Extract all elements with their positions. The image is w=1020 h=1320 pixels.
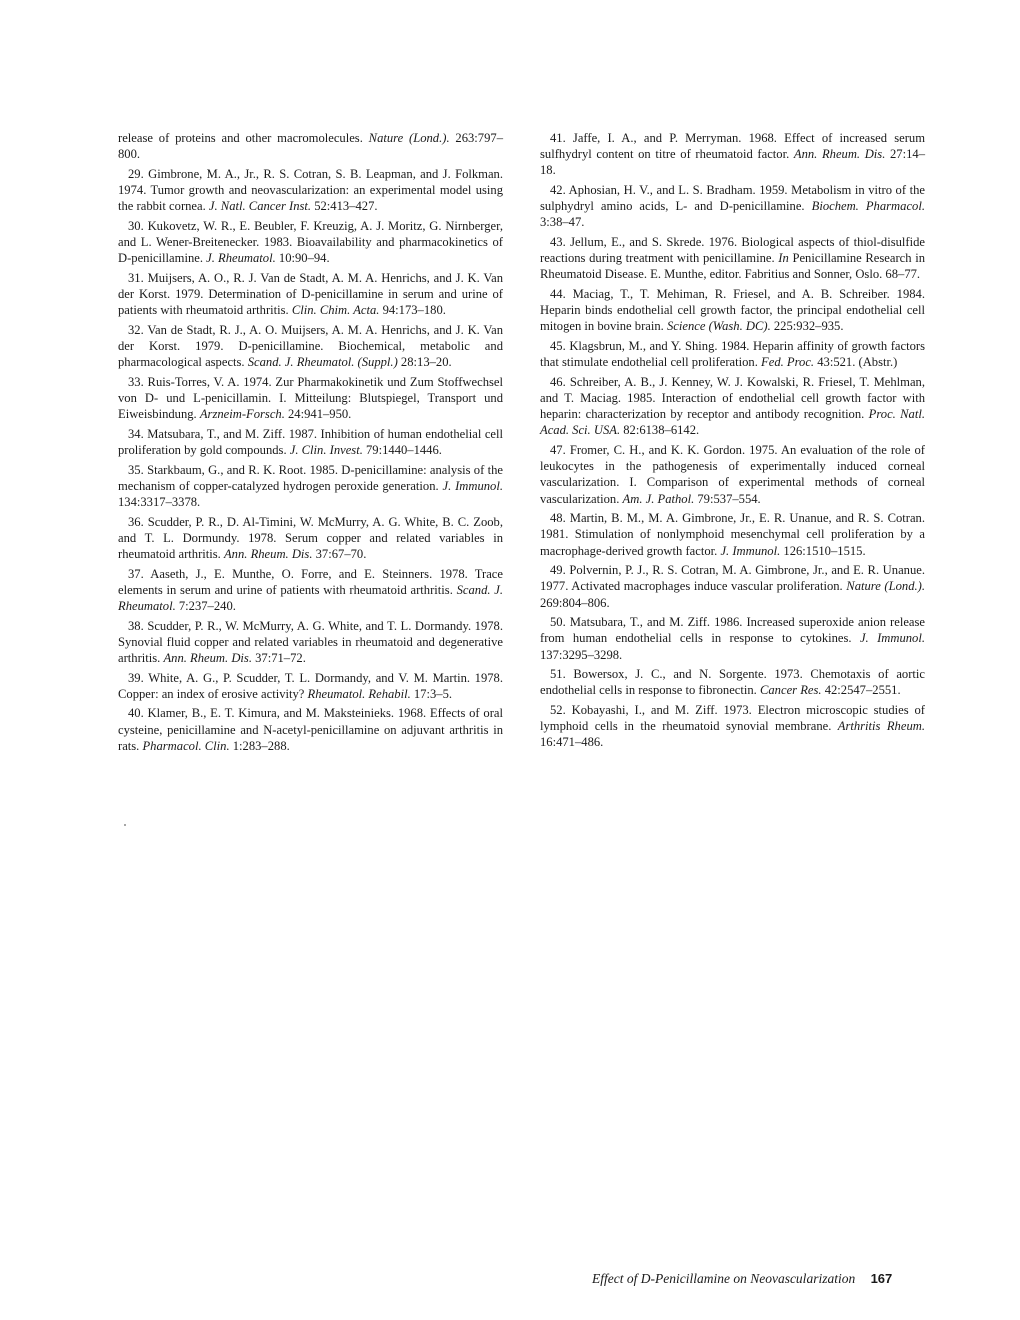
reference-citation: 269:804–806. (540, 595, 610, 610)
reference-entry (540, 702, 925, 751)
reference-entry (540, 510, 925, 559)
reference-text: Aaseth, J., E. Munthe, O. Forre, and E. Steinners. 1978. Trace elements in serum and urine of patients with rheumatoid arthritis. (118, 566, 503, 597)
reference-entry (540, 614, 925, 663)
reference-number: 29. (128, 166, 144, 181)
reference-citation: 43:521. (Abstr.) (814, 355, 898, 370)
reference-text: Kobayashi, I., and M. Ziff. 1973. Electron microscopic studies of lymphoid cells in the rheumatoid synovial membrane. (540, 703, 925, 734)
reference-entry (118, 130, 503, 162)
reference-number: 40. (128, 706, 144, 721)
reference-number: 41. (550, 131, 566, 145)
reference-citation: 10:90–94. (275, 251, 330, 266)
reference-journal: Fed. Proc. (761, 355, 815, 370)
reference-journal: Rheumatol. Rehabil. (307, 686, 411, 701)
reference-journal: J. Immunol. (720, 543, 781, 558)
reference-number: 51. (550, 667, 566, 682)
reference-entry (540, 666, 925, 698)
reference-citation: 225:932–935. (770, 319, 844, 334)
references-column-right (540, 130, 925, 754)
reference-journal: Scand. J. Rheumatol. (118, 582, 504, 613)
reference-journal: Arthritis Rheum. (837, 719, 925, 734)
reference-citation: 28:13–20. (397, 355, 452, 370)
reference-entry (118, 566, 503, 615)
reference-citation: 24:941–950. (284, 407, 352, 422)
reference-entry (540, 182, 925, 231)
reference-number: 44. (550, 287, 566, 301)
reference-entry (540, 374, 925, 439)
reference-journal: J. Rheumatol. (206, 251, 276, 266)
reference-entry (118, 514, 503, 563)
reference-journal: Scand. J. Rheumatol. (Suppl.) (247, 355, 398, 370)
reference-citation: 37:71–72. (251, 651, 306, 665)
reference-text: Scudder, P. R., D. Al-Timini, W. McMurry, A. G. White, B. C. Zoob, and T. L. Dormundy. 1978. Serum copper and related variables in rheumatoid arthritis. (118, 514, 503, 561)
reference-number: 38. (128, 618, 144, 633)
reference-entry (118, 705, 503, 754)
reference-number: 39. (128, 670, 144, 685)
reference-entry (118, 218, 503, 267)
reference-citation: 82:6138–6142. (620, 423, 700, 438)
reference-journal: J. Natl. Cancer Inst. (208, 199, 312, 214)
reference-citation: 7:237–240. (175, 599, 236, 613)
running-title: Effect of D-Penicillamine on Neovascularization (592, 1271, 856, 1286)
reference-citation: 27:14–18. (540, 147, 925, 178)
reference-text: Jaffe, I. A., and P. Merryman. 1968. Effect of increased serum sulfhydryl content on titre of rheumatoid factor. (540, 131, 925, 162)
reference-number: 47. (550, 443, 566, 457)
reference-text: Fromer, C. H., and K. K. Gordon. 1975. An evaluation of the role of leukocytes in the pathogenesis of experimentally induced corneal vascularization. I. Comparison of experimental methods of corneal vascularization. (540, 443, 925, 506)
reference-entry (118, 166, 503, 215)
reference-citation: 42:2547–2551. (821, 683, 901, 698)
reference-text: Gimbrone, M. A., Jr., R. S. Cotran, S. B. Leapman, and J. Folkman. 1974. Tumor growth and neovascularization: an experimental model using the rabbit cornea. (118, 166, 503, 214)
reference-citation: Penicillamine Research in Rheumatoid Disease. E. Munthe, editor. Fabritius and Sonner, Oslo. 68–77. (540, 251, 925, 282)
reference-text: Jellum, E., and S. Skrede. 1976. Biological aspects of thiol-disulfide reactions during treatment with penicillamine. (540, 235, 925, 266)
reference-text: Martin, B. M., M. A. Gimbrone, Jr., E. R. Unanue, and R. S. Cotran. 1981. Stimulation of nonlymphoid mesenchymal cell proliferation by a macrophage-derived growth factor. (540, 511, 925, 558)
reference-entry (540, 286, 925, 335)
reference-citation: 134:3317–3378. (118, 495, 201, 509)
reference-text: Matsubara, T., and M. Ziff. 1986. Increased superoxide anion release from human endothelial cells in response to cytokines. (540, 615, 925, 646)
reference-journal: J. Immunol. (859, 631, 925, 646)
reference-number: 37. (128, 566, 144, 581)
reference-text: Maciag, T., T. Mehiman, R. Friesel, and A. B. Schreiber. 1984. Heparin binds endothelial cell growth factor, the principal endothelial cell mitogen in bovine brain. (540, 287, 925, 334)
reference-citation: 126:1510–1515. (780, 543, 866, 558)
reference-citation: 79:1440–1446. (362, 443, 442, 457)
reference-entry (540, 562, 925, 611)
reference-citation: 16:471–486. (540, 735, 604, 750)
reference-journal: Ann. Rheum. Dis. (163, 651, 252, 665)
reference-journal: Am. J. Pathol. (622, 491, 695, 506)
reference-text: Klamer, B., E. T. Kimura, and M. Maksteinieks. 1968. Effects of oral cysteine, penicillamine and N-acetyl-penicillamine on adjuvant arthritis in rats. (118, 706, 503, 753)
reference-entry (118, 462, 503, 511)
reference-text: Polvernin, P. J., R. S. Cotran, M. A. Gimbrone, Jr., and E. R. Unanue. 1977. Activated macrophages induce vascular proliferation. (540, 563, 925, 594)
reference-journal: J. Immunol. (442, 478, 504, 493)
reference-text: Ruis-Torres, V. A. 1974. Zur Pharmakokinetik und Zum Stoffwechsel von D- und L-penicillamin. I. Mitteilung: Blutspiegel, Transport und Eiweisbindung. (118, 374, 503, 422)
reference-number: 32. (128, 322, 144, 337)
reference-citation: 3:38–47. (540, 215, 585, 230)
reference-number: 35. (128, 462, 144, 477)
reference-citation: 1:283–288. (229, 738, 290, 753)
page-footer (592, 1271, 922, 1287)
reference-text: Schreiber, A. B., J. Kenney, W. J. Kowalski, R. Friesel, T. Mehlman, and T. Maciag. 1985. Interaction of endothelial cell growth factor with heparin: characterization by receptor and antibody recognition. (540, 374, 925, 422)
reference-journal: Ann. Rheum. Dis. (793, 147, 886, 162)
reference-entry (118, 374, 503, 423)
reference-text: Kukovetz, W. R., E. Beubler, F. Kreuzig, A. J. Moritz, G. Nirnberger, and L. Wener-Breitenecker. 1983. Bioavailability and pharmacokinetics of D-penicillamine. (118, 218, 503, 266)
reference-journal: Pharmacol. Clin. (142, 738, 230, 753)
references-column-left (118, 130, 503, 757)
scan-speck (124, 824, 126, 826)
reference-number: 50. (550, 615, 566, 630)
reference-citation: 37:67–70. (312, 547, 367, 561)
reference-text: Starkbaum, G., and R. K. Root. 1985. D-penicillamine: analysis of the mechanism of copper-catalyzed hydrogen peroxide generation. (118, 462, 503, 493)
page-number: 167 (870, 1271, 893, 1286)
reference-number: 42. (550, 183, 566, 197)
reference-number: 48. (550, 511, 566, 526)
reference-citation: 52:413–427. (311, 199, 378, 214)
reference-text: Klagsbrun, M., and Y. Shing. 1984. Heparin affinity of growth factors that stimulate endothelial cell proliferation. (540, 339, 926, 370)
reference-text: Bowersox, J. C., and N. Sorgente. 1973. Chemotaxis of aortic endothelial cells in response to fibronectin. (540, 667, 925, 698)
reference-journal: Arzneim-Forsch. (199, 407, 285, 422)
reference-journal: Proc. Natl. Acad. Sci. USA. (540, 407, 926, 438)
reference-entry (118, 270, 503, 319)
reference-journal: Nature (Lond.). (368, 131, 450, 145)
reference-citation: 94:173–180. (379, 303, 446, 318)
reference-number: 45. (550, 339, 566, 353)
reference-entry (540, 338, 925, 370)
reference-entry (118, 426, 503, 458)
reference-text: Scudder, P. R., W. McMurry, A. G. White, and T. L. Dormandy. 1978. Synovial fluid copper and related variables in rheumatoid and degenerative arthritis. (118, 618, 503, 665)
reference-text: Matsubara, T., and M. Ziff. 1987. Inhibition of human endothelial cell proliferation by gold compounds. (118, 426, 503, 457)
reference-journal: Clin. Chim. Acta. (291, 303, 380, 318)
reference-number: 46. (550, 374, 566, 389)
reference-text: Muijsers, A. O., R. J. Van de Stadt, A. M. A. Henrichs, and J. K. Van der Korst. 1979. Determination of D-penicillamine in serum and urine of patients with rheumatoid arthritis. (118, 270, 503, 318)
reference-number: 36. (128, 514, 144, 529)
reference-text: Aphosian, H. V., and L. S. Bradham. 1959. Metabolism in vitro of the sulphydryl amino acids, L- and D-penicillamine. (540, 183, 925, 214)
reference-entry (540, 234, 925, 283)
reference-entry (118, 618, 503, 667)
reference-number: 43. (550, 235, 566, 249)
reference-citation: 137:3295–3298. (540, 647, 623, 662)
reference-text: White, A. G., P. Scudder, T. L. Dormandy, and V. M. Martin. 1978. Copper: an index of erosive activity? (118, 670, 504, 701)
reference-number: 33. (128, 374, 144, 389)
reference-number: 52. (550, 703, 566, 717)
reference-number: 31. (128, 270, 144, 285)
reference-citation: 263:797–800. (118, 131, 503, 162)
reference-journal: Cancer Res. (759, 683, 822, 698)
reference-journal: J. Clin. Invest. (289, 443, 363, 457)
reference-text: Van de Stadt, R. J., A. O. Muijsers, A. M. A. Henrichs, and J. K. Van der Korst. 1979. D-penicillamine. Biochemical, metabolic and pharmacological aspects. (118, 322, 503, 370)
reference-citation: 79:537–554. (694, 491, 761, 506)
reference-journal: Nature (Lond.). (846, 579, 925, 594)
reference-entry (540, 130, 925, 179)
reference-journal: Science (Wash. DC). (666, 319, 771, 334)
reference-journal: In (778, 251, 789, 266)
reference-journal: Ann. Rheum. Dis. (223, 547, 313, 561)
reference-number: 30. (128, 218, 144, 233)
reference-number: 49. (550, 563, 566, 578)
reference-entry (540, 442, 925, 507)
reference-journal: Biochem. Pharmacol. (811, 199, 925, 214)
reference-citation: 17:3–5. (410, 686, 453, 701)
reference-entry (118, 670, 503, 702)
reference-entry (118, 322, 503, 371)
reference-number: 34. (128, 426, 144, 441)
reference-text: release of proteins and other macromolecules. (118, 131, 369, 145)
